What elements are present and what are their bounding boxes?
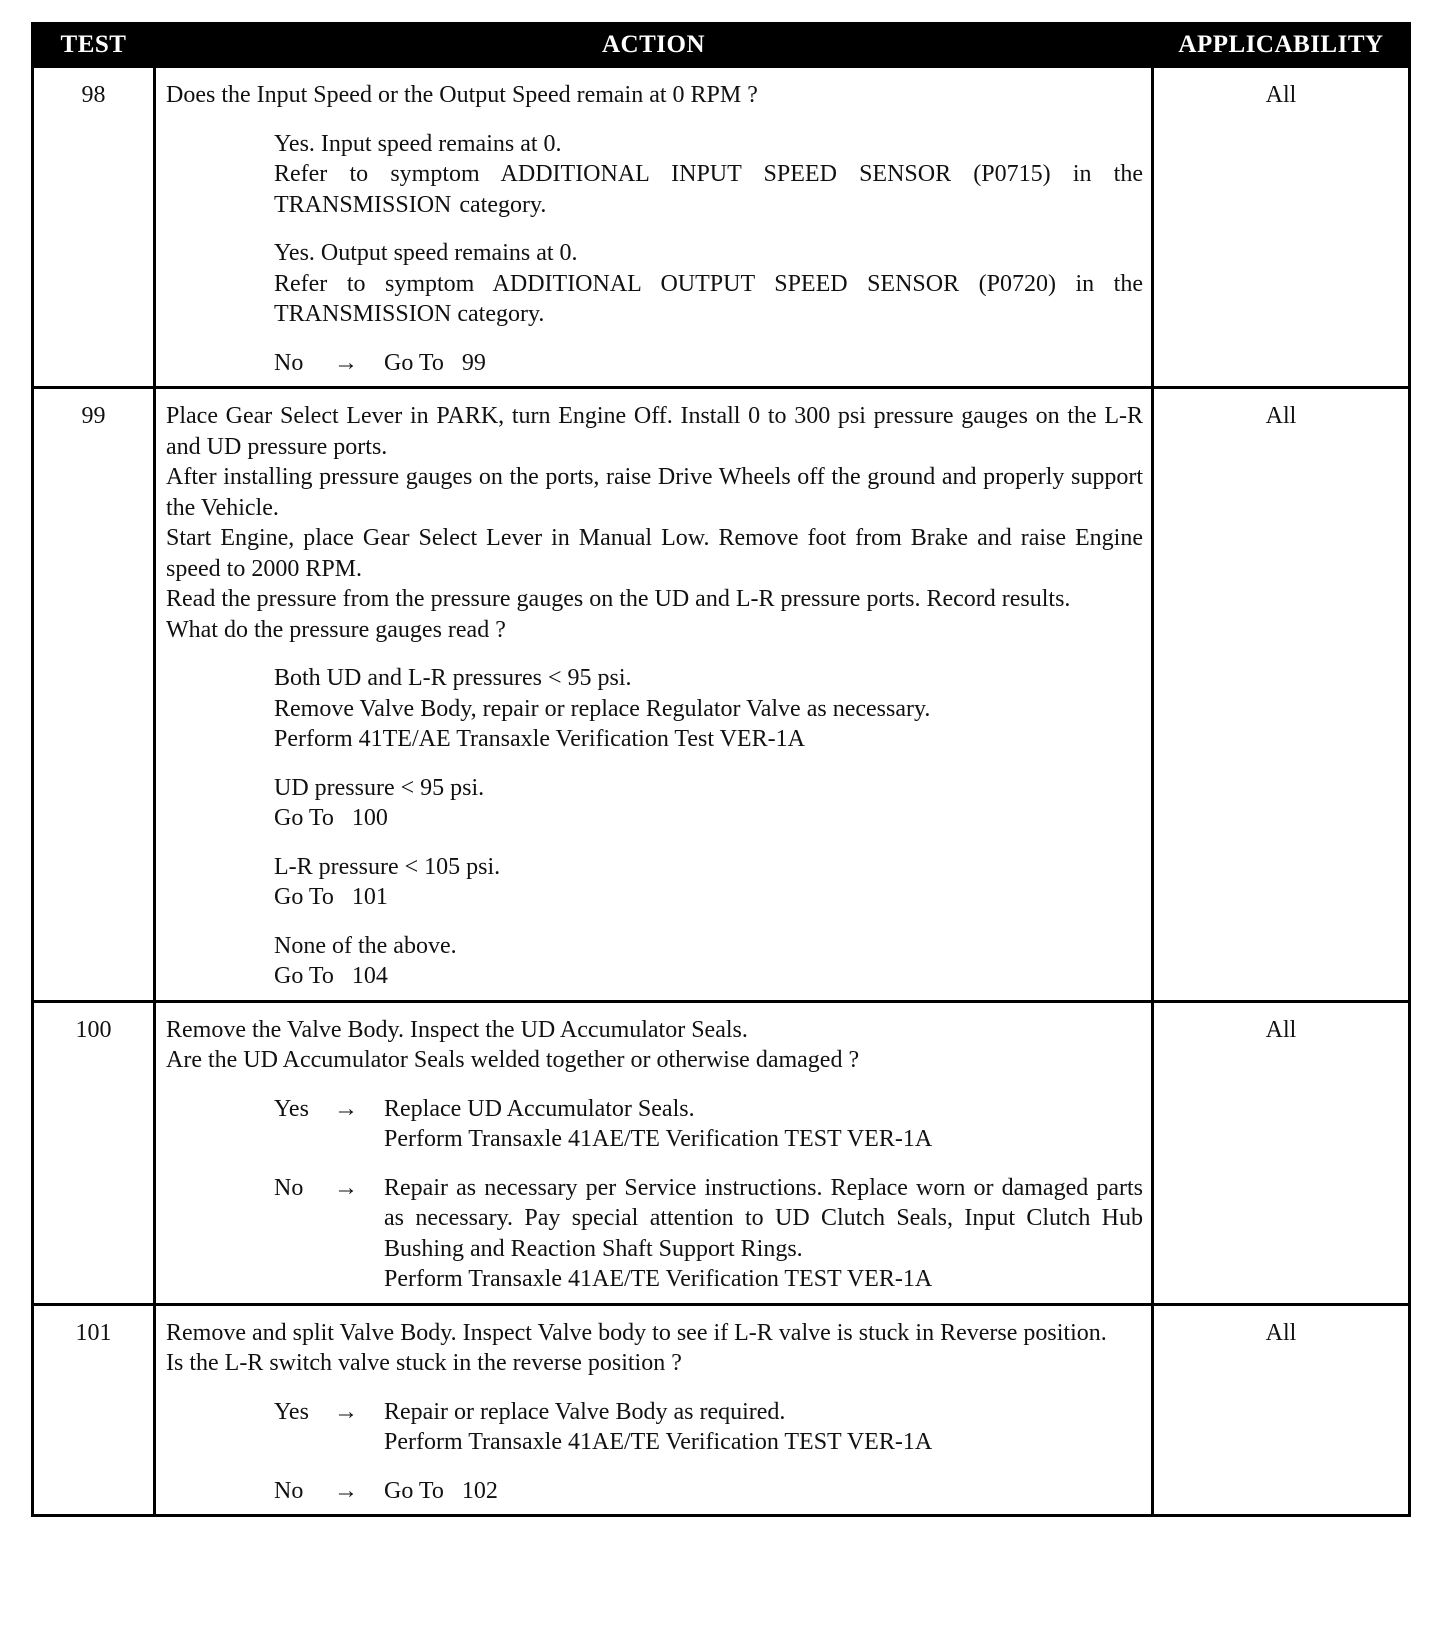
option-label: L-R pressure < 105 psi. [274,853,501,880]
option-label: Yes [274,1095,309,1122]
goto-reference: Go To 99 [384,349,486,376]
test-number: 101 [33,1304,155,1516]
applicability-value: All [1153,67,1410,388]
option-detail: Remove Valve Body, repair or replace Regulator Valve as necessary. [274,695,931,722]
option-label: Yes. Output speed remains at 0. [274,240,578,266]
option-label: UD pressure < 95 psi. [274,774,485,801]
table-row [33,1304,1410,1516]
option-row [274,1476,1143,1507]
action-cell [155,67,1153,388]
action-text: Does the Input Speed or the Output Speed remain at 0 RPM ? [166,82,758,108]
option-detail [384,1173,1143,1295]
action-text: After installing pressure gauges on the ports, raise Drive Wheels off the ground and properly support the Vehicle. [166,464,1143,521]
action-cell [155,1304,1153,1516]
option-label: Both UD and L-R pressures < 95 psi. [274,665,632,691]
goto-reference: Go To 104 [274,963,388,989]
option-detail: Perform 41TE/AE Transaxle Verification Test VER-1A [274,726,805,752]
arrow-icon: → [334,1477,358,1504]
test-number: 100 [33,1001,155,1304]
action-text: Are the UD Accumulator Seals welded together or otherwise damaged ? [166,1047,860,1073]
action-text: Place Gear Select Lever in PARK, turn Engine Off. Install 0 to 300 psi pressure gauges on the L-R and UD pressure ports. [166,403,1143,460]
header-test: TEST [33,24,155,67]
action-text: Start Engine, place Gear Select Lever in Manual Low. Remove foot from Brake and raise Engine speed to 2000 RPM. [166,525,1143,582]
option-detail: Refer to symptom ADDITIONAL OUTPUT SPEED SENSOR (P0720) in the TRANSMISSION category. [274,270,1143,327]
option-label: No [274,1477,304,1504]
goto-reference: Go To 100 [274,805,388,831]
option-label: None of the above. [274,932,457,959]
applicability-value: All [1153,1001,1410,1304]
option-label: Yes [274,1398,309,1425]
action-text: Remove the Valve Body. Inspect the UD Accumulator Seals. [166,1016,748,1043]
option-label: No [274,349,304,376]
goto-reference: Go To 101 [274,884,388,910]
arrow-icon: → [334,349,358,376]
option-detail-line: Perform Transaxle 41AE/TE Verification TEST VER-1A [384,1126,933,1152]
option-detail-line: Repair or replace Valve Body as required. [384,1398,786,1425]
header-applicability: APPLICABILITY [1153,24,1410,67]
action-text: What do the pressure gauges read ? [166,616,506,643]
table-row [33,388,1410,1002]
option-row [274,1094,1143,1155]
arrow-icon: → [334,1174,358,1201]
action-text: Remove and split Valve Body. Inspect Valve body to see if L-R valve is stuck in Reverse position. [166,1319,1107,1346]
action-cell [155,1001,1153,1304]
test-number: 99 [33,388,155,1002]
table-header-row [33,24,1410,67]
option-label: No [274,1174,304,1201]
action-text: Read the pressure from the pressure gauges on the UD and L-R pressure ports. Record results. [166,586,1071,612]
arrow-icon: → [334,1095,358,1122]
option-detail-line: Perform Transaxle 41AE/TE Verification TEST VER-1A [384,1266,933,1292]
option-detail-line: Replace UD Accumulator Seals. [384,1095,695,1122]
diagnostic-table-page [31,22,1408,1517]
option-row [274,1397,1143,1458]
option-row [274,1173,1143,1295]
table-row [33,1001,1410,1304]
action-text: Is the L-R switch valve stuck in the reverse position ? [166,1350,682,1376]
arrow-icon: → [334,1398,358,1425]
table-row [33,67,1410,388]
option-detail: Refer to symptom ADDITIONAL INPUT SPEED SENSOR (P0715) in the TRANSMISSION category. [274,161,1143,218]
action-cell [155,388,1153,1002]
option-detail [384,1397,1143,1458]
applicability-value: All [1153,1304,1410,1516]
option-detail-line: Perform Transaxle 41AE/TE Verification TEST VER-1A [384,1429,933,1455]
option-detail-line: Repair as necessary per Service instructions. Replace worn or damaged parts as necessary. Pay special attention to UD Clutch Seals, Input Clutch Hub Bushing and Reaction Shaft Support Rings. [384,1174,1143,1262]
applicability-value: All [1153,388,1410,1002]
goto-reference: Go To 102 [384,1477,498,1504]
diagnostic-table [31,22,1411,1517]
option-row [274,348,1143,379]
header-action: ACTION [155,24,1153,67]
test-number: 98 [33,67,155,388]
option-detail [384,1094,1143,1155]
option-label: Yes. Input speed remains at 0. [274,130,562,157]
